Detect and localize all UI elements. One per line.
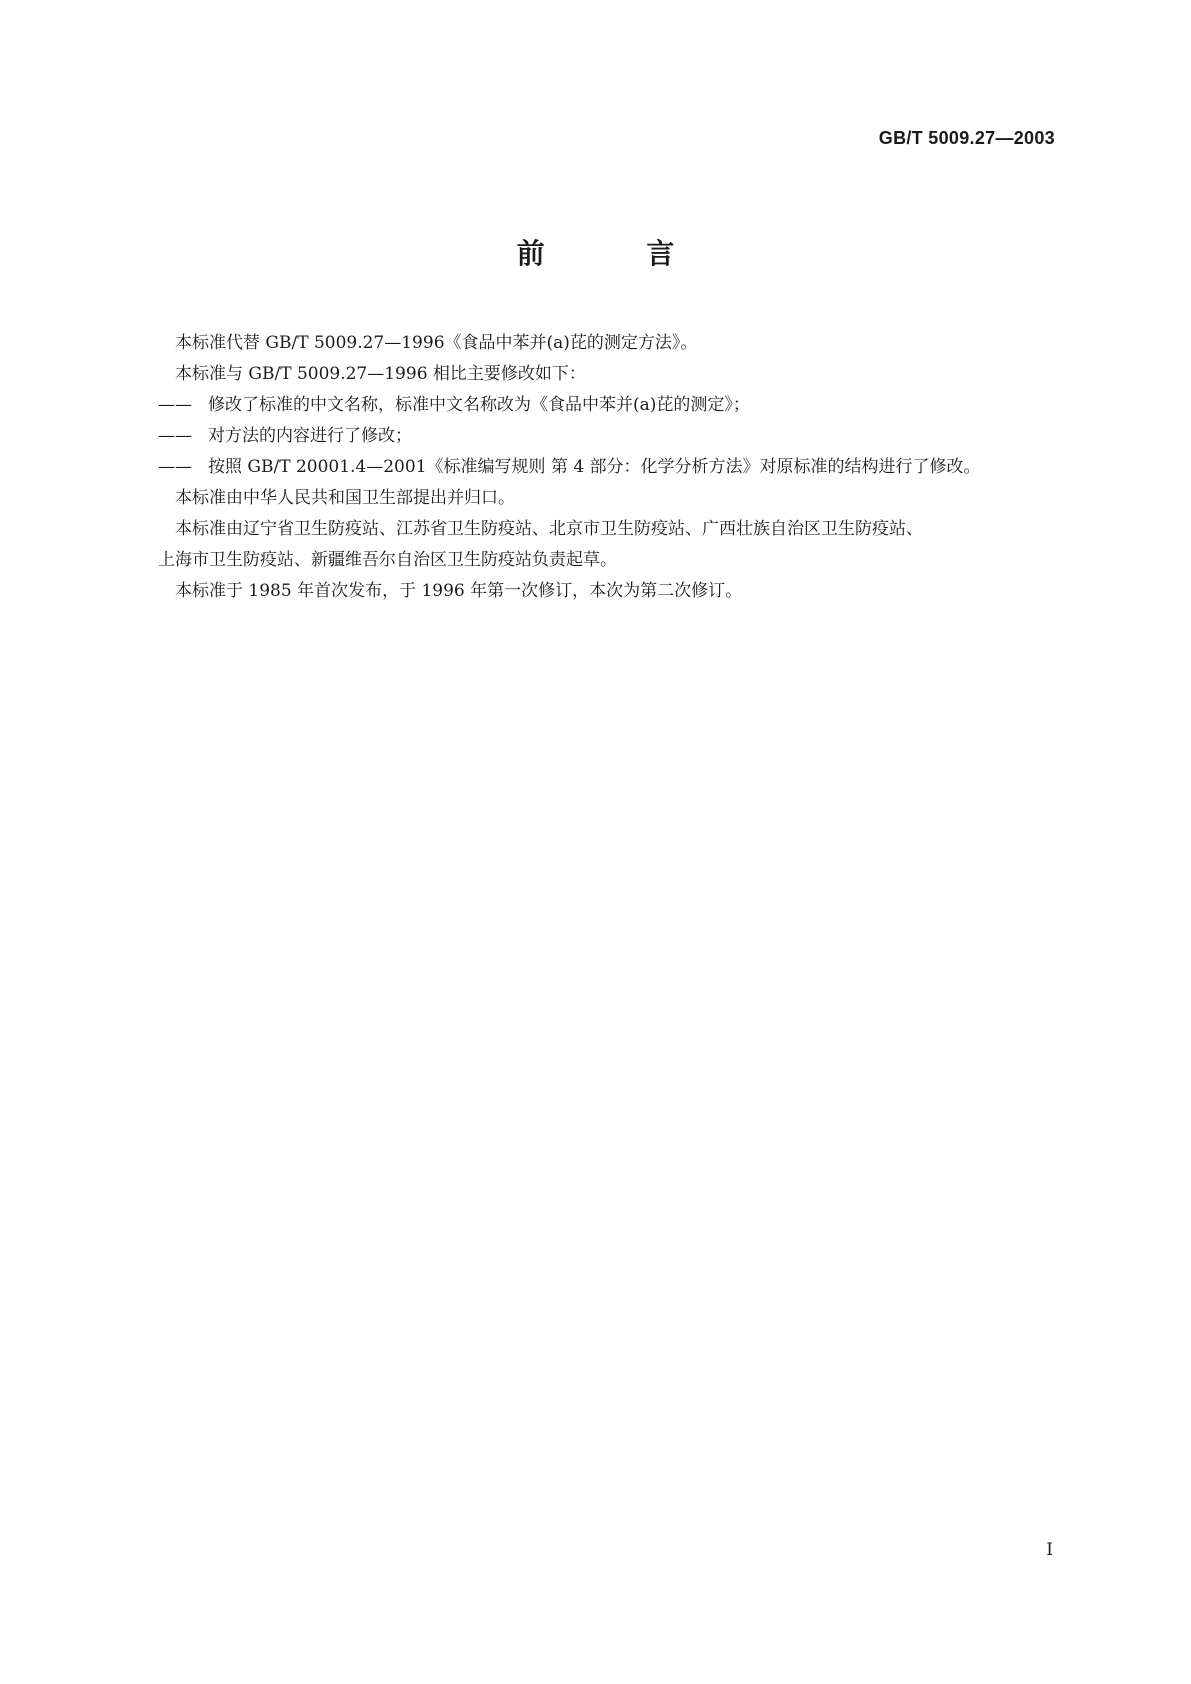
list-item-text: 对方法的内容进行了修改； xyxy=(208,426,412,446)
list-item xyxy=(158,421,1055,452)
paragraph-history: 本标准于 1985 年首次发布，于 1996 年第一次修订，本次为第二次修订。 xyxy=(175,581,743,601)
standard-code: GB/T 5009.27—2003 xyxy=(878,128,1055,148)
list-item-text: 修改了标准的中文名称，标准中文名称改为《食品中苯并(a)芘的测定》； xyxy=(208,395,750,415)
paragraph-drafted-by: 本标准由辽宁省卫生防疫站、江苏省卫生防疫站、北京市卫生防疫站、广西壮族自治区卫生防疫站、 xyxy=(175,519,923,539)
list-item xyxy=(158,390,1055,421)
dash-marker: —— xyxy=(158,395,192,415)
dash-marker: —— xyxy=(158,426,192,446)
paragraph-drafted-by-continued: 上海市卫生防疫站、新疆维吾尔自治区卫生防疫站负责起草。 xyxy=(158,550,617,570)
foreword-body xyxy=(158,328,1055,607)
list-item-text: 按照 GB/T 20001.4—2001《标准编写规则 第 4 部分：化学分析方法》对原标准的结构进行了修改。 xyxy=(208,457,981,477)
page-title: 前 言 xyxy=(516,237,721,270)
dash-marker: —— xyxy=(158,457,192,477)
paragraph-proposed-by: 本标准由中华人民共和国卫生部提出并归口。 xyxy=(175,488,515,508)
list-item xyxy=(158,452,1055,483)
page-number: I xyxy=(1046,1540,1053,1560)
paragraph-changes-intro: 本标准与 GB/T 5009.27—1996 相比主要修改如下： xyxy=(175,364,586,384)
paragraph-replaces: 本标准代替 GB/T 5009.27—1996《食品中苯并(a)芘的测定方法》。 xyxy=(175,333,698,353)
